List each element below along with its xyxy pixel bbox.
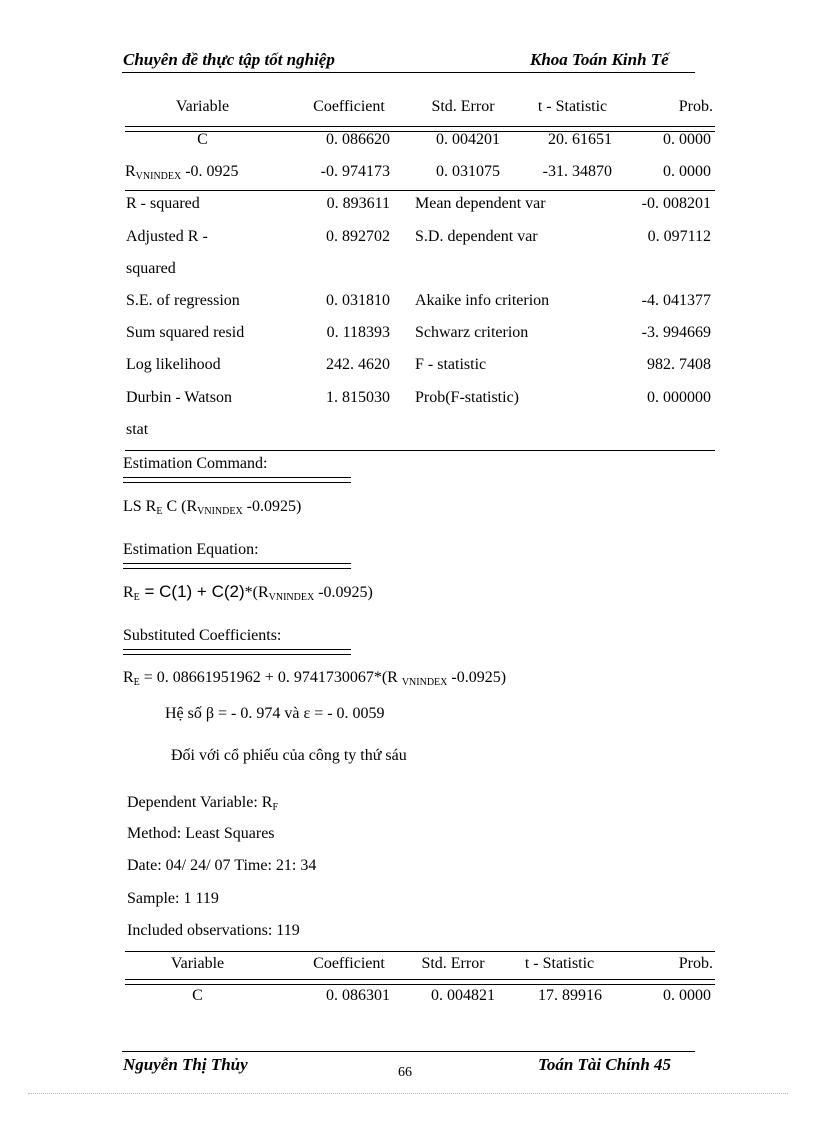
stat-label: S.E. of regression [126, 292, 240, 309]
stat-value: 0. 031810 [326, 292, 390, 309]
stat-value: -3. 994669 [641, 324, 711, 341]
stat-label: Mean dependent var [415, 195, 546, 212]
col-header-std-error: Std. Error [431, 98, 495, 115]
estimation-equation-label: Estimation Equation: [123, 541, 259, 558]
row-variable: $R_{VNINDEX}$ -0. 0925 [125, 163, 239, 182]
stat-label-cont: stat [126, 421, 149, 438]
estimation-command-label: Estimation Command: [123, 455, 268, 472]
stat-label: Durbin - Watson [126, 389, 232, 406]
stat-label: Sum squared resid [126, 324, 245, 341]
footer-author: Nguyễn Thị Thủy [123, 1055, 248, 1074]
col-header-std-error: Std. Error [421, 955, 485, 972]
included-observations: Included observations: 119 [127, 922, 300, 939]
col-header-variable: Variable [175, 98, 230, 115]
row-prob: 0. 0000 [663, 163, 711, 180]
stat-value: 0. 893611 [326, 195, 390, 212]
stat-label: R - squared [126, 195, 200, 212]
row-t-statistic: 20. 61651 [548, 131, 612, 148]
table2-header-rule [125, 979, 715, 985]
estimation-equation: $R_E = C(1) + C(2)*(R_{VNINDEX}$ -0.0925) [123, 582, 373, 603]
dependent-variable: Dependent Variable: $R_F$ [127, 794, 278, 813]
row-std-error: 0. 031075 [436, 163, 500, 180]
col-header-coefficient: Coefficient [313, 98, 385, 115]
footer-right: Toán Tài Chính 45 [538, 1055, 672, 1074]
stat-label: Adjusted R - [126, 228, 208, 245]
header-right: Khoa Toán Kinh Tế [530, 50, 669, 69]
stat-value: -4. 041377 [641, 292, 711, 309]
col-header-t-statistic: t - Statistic [524, 955, 595, 972]
row-prob: 0. 0000 [663, 131, 711, 148]
stat-label: Akaike info criterion [415, 292, 550, 309]
col-header-variable: Variable [170, 955, 225, 972]
col-header-t-statistic: t - Statistic [537, 98, 608, 115]
estimation-command: LS $R_E$ C ($R_{VNINDEX}$ -0.0925) [123, 498, 302, 517]
stat-value: -0. 008201 [641, 195, 711, 212]
row-variable: C [192, 987, 203, 1004]
substituted-equation: $R_E = 0$. 08661951962 + 0. 9741730067*(R $_{VNINDEX}$ -0.0925) [123, 669, 507, 688]
stat-value: 0. 000000 [647, 389, 711, 406]
table2-top-rule [125, 951, 715, 952]
header-left: Chuyên đề thực tập tốt nghiệp [123, 50, 335, 69]
stat-label: S.D. dependent var [415, 228, 538, 245]
row-coefficient: -0. 974173 [320, 163, 390, 180]
stat-label: Log likelihood [126, 356, 221, 373]
stat-value: 0. 118393 [326, 324, 390, 341]
col-header-coefficient: Coefficient [313, 955, 385, 972]
footer-rule [122, 1051, 695, 1052]
method: Method: Least Squares [127, 825, 275, 842]
stat-value: 1. 815030 [326, 389, 390, 406]
stat-label-cont: squared [126, 260, 176, 277]
date-time: Date: 04/ 24/ 07 Time: 21: 34 [127, 857, 317, 874]
stat-value: 0. 892702 [326, 228, 390, 245]
row-std-error: 0. 004201 [436, 131, 500, 148]
page-number: 66 [398, 1065, 412, 1080]
substituted-coefficients-label: Substituted Coefficients: [123, 627, 282, 644]
row-t-statistic: -31. 34870 [542, 163, 612, 180]
row-t-statistic: 17. 89916 [538, 987, 602, 1004]
sample: Sample: 1 119 [127, 890, 219, 907]
estimation-equation-rule [123, 563, 351, 569]
row-prob: 0. 0000 [663, 987, 711, 1004]
row-coefficient: 0. 086301 [326, 987, 390, 1004]
estimation-command-rule [123, 477, 351, 483]
stats-bottom-rule [125, 450, 715, 451]
stat-value: 0. 097112 [647, 228, 711, 245]
row-coefficient: 0. 086620 [326, 131, 390, 148]
row-variable: C [197, 131, 208, 148]
stat-label: F - statistic [415, 356, 487, 373]
stat-label: Schwarz criterion [415, 324, 529, 341]
col-header-prob: Prob. [678, 955, 713, 972]
page-edge-divider [28, 1093, 788, 1094]
col-header-prob: Prob. [678, 98, 713, 115]
header-rule [122, 72, 695, 73]
beta-note: Hệ số β = - 0. 974 và ε = - 0. 0059 [165, 705, 385, 722]
stat-value: 982. 7408 [647, 356, 711, 373]
stat-value: 242. 4620 [326, 356, 390, 373]
row-std-error: 0. 004821 [431, 987, 495, 1004]
sixth-company-heading: Đối với cổ phiếu của công ty thứ sáu [171, 747, 407, 764]
stat-label: Prob(F-statistic) [415, 389, 519, 406]
substituted-coefficients-rule [123, 649, 351, 655]
table1-body-rule [125, 190, 715, 191]
